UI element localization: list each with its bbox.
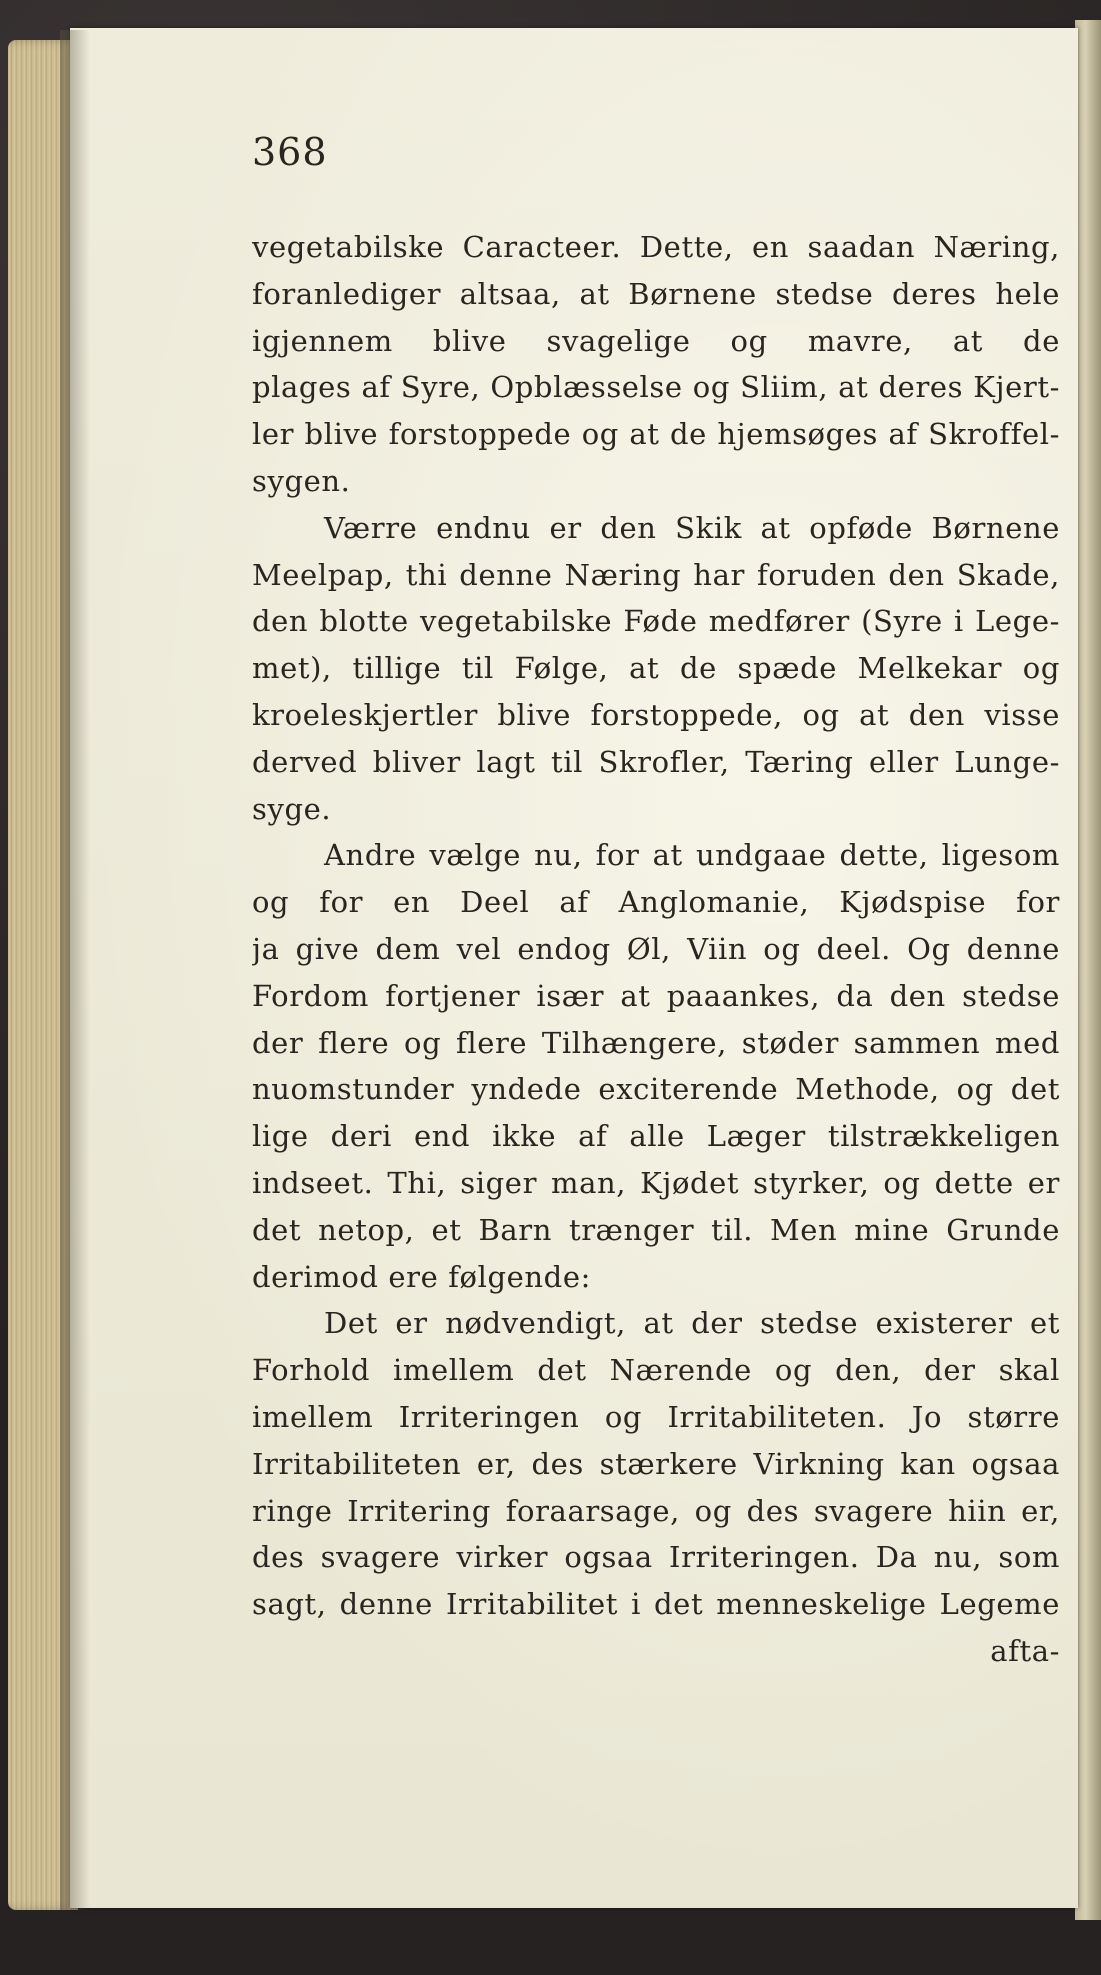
text-line: lige deri end ikke af alle Læger tilstrækkeligen (252, 1119, 1060, 1154)
text-line: kroeleskjertler blive forstoppede, og at den visse (252, 697, 1060, 732)
text-line: og for en Deel af Anglomanie, Kjødspise for (252, 885, 1060, 920)
text-line: ja give dem vel endog Øl, Viin og deel. Og denne (252, 931, 1060, 966)
page-gutter-shadow (60, 30, 90, 1910)
text-line: imellem Irriteringen og Irritabiliteten. Jo større (252, 1399, 1060, 1434)
text-line: der flere og flere Tilhængere, støder sammen med (252, 1025, 1060, 1060)
text-line: ler blive forstoppede og at de hjemsøges af Skroffel- (252, 417, 1060, 452)
text-line: den blotte vegetabilske Føde medfører (Syre i Lege- (252, 604, 1060, 639)
text-line: vegetabilske Caracteer. Dette, en saadan Næring, (252, 230, 1060, 264)
catchword: afta- (990, 1633, 1060, 1668)
text-line: Andre vælge nu, for at undgaae dette, ligesom (324, 838, 1060, 873)
text-line: ringe Irritering foraarsage, og des svagere hiin er, (252, 1493, 1060, 1528)
text-line: Det er nødvendigt, at der stedse existerer et (324, 1306, 1060, 1341)
text-line: sagt, denne Irritabilitet i det menneskelige Legeme (252, 1587, 1060, 1622)
body-text (252, 224, 1060, 1675)
text-line: Irritabiliteten er, des stærkere Virkning kan ogsaa (252, 1446, 1060, 1481)
text-line: igjennem blive svagelige og mavre, at de (252, 323, 1060, 358)
text-line: Fordom fortjener især at paaankes, da den stedse (252, 978, 1060, 1013)
text-line: Værre endnu er den Skik at opføde Børnene (324, 510, 1060, 545)
page-number: 368 (252, 130, 328, 174)
text-line: met), tillige til Følge, at de spæde Melkekar og (252, 651, 1060, 686)
text-line: plages af Syre, Opblæsselse og Sliim, at deres Kjert- (252, 370, 1060, 405)
text-line: Meelpap, thi denne Næring har foruden den Skade, (252, 557, 1060, 592)
text-line: derved bliver lagt til Skrofler, Tæring eller Lunge- (252, 744, 1060, 779)
text-line: sygen. (252, 463, 351, 498)
text-line: des svagere virker ogsaa Irriteringen. Da nu, som (252, 1540, 1060, 1575)
text-line: det netop, et Barn trænger til. Men mine Grunde (252, 1212, 1060, 1247)
text-line: derimod ere følgende: (252, 1259, 591, 1294)
text-line: nuomstunder yndede exciterende Methode, og det (252, 1072, 1060, 1107)
facing-page-edge (1075, 20, 1101, 1920)
text-line: syge. (252, 791, 332, 826)
text-line: Forhold imellem det Nærende og den, der skal (252, 1353, 1060, 1388)
text-line: foranlediger altsaa, at Børnene stedse deres hele (252, 276, 1060, 311)
text-line: indseet. Thi, siger man, Kjødet styrker, og dette er (252, 1165, 1060, 1200)
